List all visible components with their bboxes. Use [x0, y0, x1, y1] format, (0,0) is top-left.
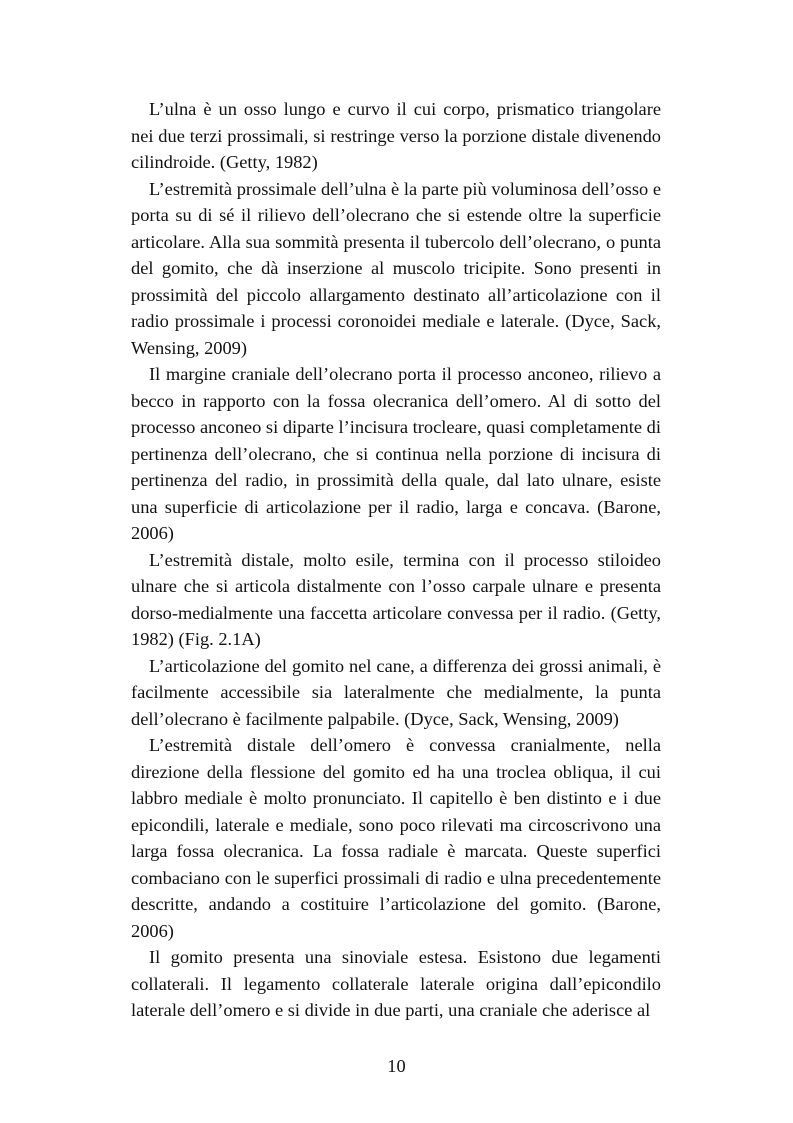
paragraph-olecranon-margin: Il margine craniale dell’olecrano porta il processo anconeo, rilievo a becco in rapporto con la fossa olecranica dell’omero. Al di sotto del processo anconeo si diparte l’incisura trocleare, quasi completamente di pertinenza dell’olecrano, che si continua nella porzione di incisura di pertinenza del radio, in prossimità della quale, dal lato ulnare, esiste una superficie di articolazione per il radio, larga e concava. (Barone, 2006) [131, 364, 661, 543]
paragraph-synovial-ligaments: Il gomito presenta una sinoviale estesa. Esistono due legamenti collaterali. Il legamento collaterale laterale origina dall’epicondilo laterale dell’omero e si divide in due parti, una craniale che aderisce al [131, 947, 661, 1020]
paragraph-humerus-distal: L’estremità distale dell’omero è convessa cranialmente, nella direzione della flessione del gomito ed ha una troclea obliqua, il cui labbro mediale è molto pronunciato. Il capitello è ben distinto e i due epicondili, laterale e mediale, sono poco rilevati ma circoscrivono una larga fossa olecranica. La fossa radiale è marcata. Queste superfici combaciano con le superfici prossimali di radio e ulna precedentemente descritte, andando a costituire l’articolazione del gomito. (Barone, 2006) [131, 735, 661, 941]
paragraph-elbow-joint: L’articolazione del gomito nel cane, a differenza dei grossi animali, è facilmente accessibile sia lateralmente che medialmente, la punta dell’olecrano è facilmente palpabile. (Dyce, Sack, Wensing, 2009) [131, 655, 661, 729]
paragraph-ulna-distal: L’estremità distale, molto esile, termina con il processo stiloideo ulnare che si articola distalmente con l’osso carpale ulnare e presenta dorso-medialmente una faccetta articolare convessa per il radio. (Getty, 1982) (Fig. 2.1A) [131, 549, 661, 649]
page-number: 10 [387, 1056, 406, 1076]
page-body [131, 96, 661, 1024]
paragraph-ulna-proximal: L’estremità prossimale dell’ulna è la parte più voluminosa dell’osso e porta su di sé il rilievo dell’olecrano che si estende oltre la superficie articolare. Alla sua sommità presenta il tubercolo dell’olecrano, o punta del gomito, che dà inserzione al muscolo tricipite. Sono presenti in prossimità del piccolo allargamento destinato all’articolazione con il radio prossimale i processi coronoidei mediale e laterale. (Dyce, Sack, Wensing, 2009) [131, 178, 661, 358]
paragraph-ulna-body: L’ulna è un osso lungo e curvo il cui corpo, prismatico triangolare nei due terzi prossimali, si restringe verso la porzione distale divenendo cilindroide. (Getty, 1982) [131, 99, 661, 172]
